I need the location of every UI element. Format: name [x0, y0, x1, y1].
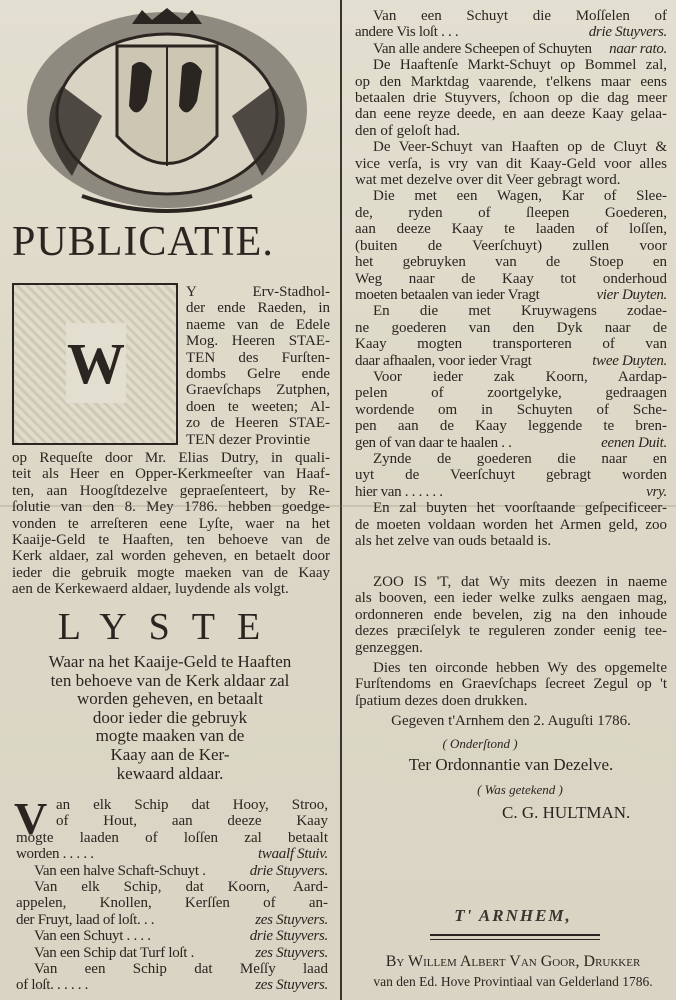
text-line: TEN des Furſten- [186, 349, 330, 366]
text-line: En zal buyten het voorſtaande geſpecificeer- [373, 500, 667, 517]
tariff-row [355, 24, 667, 40]
text-line: Van een Schuyt die Moſſelen of [373, 8, 667, 24]
text-line: teit als Heer en Opper-Kerkmeeſter van Haaf- [12, 466, 330, 483]
text-line: op Requeſte door Mr. Elias Dutry, in quali- [12, 450, 330, 466]
page-title: PUBLICATIE. [12, 219, 274, 265]
subtitle-line: ten behoeve van de Kerk aldaar zal [50, 670, 290, 690]
imprint-place: T' ARNHEM, [454, 906, 572, 925]
tariff-item: Van een halve Schaft-Schuyt . [34, 862, 206, 879]
text-line: (buiten de Veerſchuyt) zullen voor [355, 237, 667, 254]
imprint-rule [430, 939, 600, 940]
tariff-item: gen of van daar te haalen . . [355, 434, 512, 451]
tariff-row [16, 863, 328, 879]
tariff-row [16, 928, 328, 944]
text-line: Van een Schip dat Meſſy laad [34, 961, 328, 978]
text-line: wat met dezelve over dit Veer gebragt word. [355, 172, 621, 189]
subtitle-line: Kaay aan de Ker- [110, 744, 230, 764]
date-line: Gegeven t'Arnhem den 2. Auguſti 1786. [391, 713, 631, 729]
text-line: als het zelve van ouds betaald is. [355, 533, 552, 549]
text-line: de, ryden of ſleepen Goederen, [355, 204, 667, 221]
text-line: uyt de Veerſchuyt gebragt worden [355, 467, 667, 484]
tariff-row [355, 484, 667, 500]
tariff-amount: naar rato. [609, 40, 667, 57]
tariff-amount: twee Duyten. [592, 352, 667, 369]
text-line: de moeten voldaan worden het Armen geld, zoo [355, 516, 667, 533]
text-line: Weg naar de Kaay tot onderhoud [355, 270, 667, 287]
tariff-amount: twaalf Stuiv. [258, 846, 328, 863]
tariff-row [355, 353, 667, 369]
tariff-item: andere Vis loſt . . . [355, 24, 459, 41]
subtitle-line: kewaard aldaar. [116, 763, 224, 783]
decorated-initial [12, 283, 178, 445]
text-line: als booven, een ieder welke zulks aengaen mag, [355, 590, 667, 607]
subtitle-line: Waar na het Kaaije-Geld te Haaften [48, 652, 292, 671]
tariff-item: moeten betaalen van ieder Vragt [355, 286, 540, 303]
text-line: doen te weeten; Al- [186, 398, 330, 415]
text-line: vonden te arreſteren eene Lyſte, waer na het [12, 515, 330, 532]
tariff-list-left [14, 793, 328, 994]
text-line: pen aan de Kaay leggende te bren- [355, 418, 667, 435]
signature: C. G. HULTMAN. [502, 803, 631, 822]
text-line: aan deeze Kaay te laaden of loſſen, [355, 221, 667, 238]
text-line: naeme van de Edele [186, 316, 330, 333]
tariff-row [16, 846, 328, 862]
tariff-amount: drie Stuyvers. [588, 24, 667, 41]
tariff-amount: zes Stuyvers. [255, 911, 328, 928]
subtitle-line: door ieder die gebruyk [92, 707, 248, 727]
tariff-amount: zes Stuyvers. [255, 944, 328, 961]
text-line: genzeggen. [355, 639, 423, 656]
tariff-item: of loſt. . . . . . [16, 977, 89, 994]
text-line: Y Erv-Stadhol- [186, 284, 330, 300]
tariff-amount: drie Stuyvers. [249, 862, 328, 879]
text-line: Mog. Heeren STAE- [186, 333, 330, 350]
tariff-amount: zes Stuyvers. [255, 977, 328, 994]
tariff-row [355, 41, 667, 57]
text-line: zo de Heeren STAE- [186, 415, 330, 432]
text-line: ſolutie van den 8. Mey 1786. hebben goedge- [12, 499, 330, 516]
text-line: vice verſa, is vry van dit Kaay-Geld voor alles [355, 155, 667, 172]
text-line: Furſtendoms en Graevſchaps ſecreet Zegul op 't [355, 676, 667, 693]
printer-line-2: van den Ed. Hove Provintiaal van Gelderland 1786. [373, 974, 653, 989]
text-line: ZOO IS 'T, dat Wy mits deezen in naeme [373, 574, 667, 590]
text-line: op den Marktdag vaarende, t'elkens maar eens [355, 73, 667, 90]
text-line: den of geloſt had. [355, 122, 460, 139]
tariff-amount: vier Duyten. [596, 286, 667, 303]
initial-letter: W [66, 323, 126, 403]
imprint-rule [430, 934, 600, 936]
text-line: wordende om in Schuyten of Sche- [355, 401, 667, 418]
text-line: ten, aan Hoogſtdezelve gepraeſenteert, by Re- [12, 482, 330, 499]
tariff-item: hier van . . . . . . [355, 483, 443, 500]
text-line: Graevſchaps Zutphen, [186, 382, 330, 399]
intro-full-text [12, 450, 330, 598]
text-line: ieder die gebruik mogte maeken van de Kaay [12, 564, 330, 581]
tariff-row [355, 435, 667, 451]
tariff-item: Van alle andere Scheepen of Schuyten [373, 40, 592, 57]
tariff-item: der Fruyt, laad of loſt. . . [16, 911, 155, 928]
list-initial: V [14, 793, 48, 844]
tariff-row [16, 945, 328, 961]
text-line: mogte laaden of loſſen zal betaalt [16, 829, 328, 846]
text-line: Die met een Wagen, Kar of Slee- [373, 188, 667, 205]
text-line: Voor ieder zak Koorn, Aardap- [373, 368, 667, 385]
onderstond-label: ( Onderſtond ) [442, 736, 518, 751]
tariff-item: Van een Schuyt . . . . [34, 928, 151, 945]
coat-of-arms-icon [22, 6, 312, 214]
tariff-amount: eenen Duit. [601, 434, 667, 451]
text-line: het gebruyken van de Stoep en [355, 254, 667, 271]
text-line: Kaaije-Geld te Haaften, ten behoeve van de [12, 532, 330, 549]
text-line: pelen of zoortgelyke, gedraagen [355, 385, 667, 402]
text-line: De Haaftenſe Markt-Schuyt op Bommel zal, [373, 57, 667, 74]
text-line: Zynde de goederen die naar en [373, 450, 667, 467]
text-line: De Veer-Schuyt van Haaften op de Cluyt & [373, 139, 667, 156]
text-line: dezes præciſelyk te reguleren zonder eenig tee- [355, 623, 667, 640]
text-line: of Hout, aan deeze Kaay [56, 813, 328, 830]
tariff-amount: drie Stuyvers. [249, 928, 328, 945]
subtitle-line: mogte maaken van de [95, 726, 245, 746]
text-line: dombs Gelre ende [186, 366, 330, 383]
seal-paragraph [355, 660, 667, 709]
text-line: dan eene reyze deede, en aan deeze Kaay gelaa- [355, 106, 667, 123]
tariff-row [16, 977, 328, 993]
ordinance-paragraph [355, 574, 667, 656]
lyste-heading: LYSTE [57, 606, 283, 648]
tariff-item: worden . . . . . [16, 846, 94, 863]
tariff-item: daar afhaalen, voor ieder Vragt [355, 352, 532, 369]
tariff-row [355, 287, 667, 303]
subtitle-line: worden geheven, en betaalt [77, 689, 263, 709]
text-line: ne goederen van den Dyk naar de [355, 319, 667, 336]
tariff-item: Van een Schip dat Turf loſt . [34, 944, 195, 961]
text-line: Kerk aldaer, zal worden geheven, en betaelt door [12, 548, 330, 565]
text-line: Kaay mogten transporteren of van [355, 336, 667, 353]
text-line: Dies ten oirconde hebben Wy des opgemelte [373, 660, 667, 676]
text-line: appelen, Knollen, Kerſſen of an- [16, 895, 328, 912]
text-line: ordonneren ende bevelen, zig na den inhoude [355, 606, 667, 623]
text-line: der ende Raeden, in [186, 300, 330, 317]
text-line: TEN dezer Provintie [186, 431, 311, 448]
text-line: an elk Schip dat Hooy, Stroo, [56, 797, 328, 813]
text-line: ſpatium dezes doen drukken. [355, 692, 528, 709]
tariff-list-right [355, 8, 667, 549]
column-divider [340, 0, 342, 1000]
ordonnantie-line: Ter Ordonnantie van Dezelve. [408, 755, 614, 774]
text-line: aen de Kerkewaerd aldaer, luydende als volgt. [12, 581, 289, 598]
text-line: Van elk Schip, dat Koorn, Aard- [34, 879, 328, 896]
printer-line-1: By Willem Albert Van Goor, Drukker [385, 953, 641, 970]
text-line: betaalen drie Stuyvers, ſchoon op die dag meer [355, 90, 667, 107]
lyste-subtitle [0, 653, 340, 783]
intro-side-text [186, 284, 330, 448]
text-line: En die met Kruywagens zodae- [373, 303, 667, 320]
tariff-row [16, 912, 328, 928]
was-getekend-label: ( Was getekend ) [477, 782, 563, 797]
tariff-amount: vry. [646, 483, 667, 500]
